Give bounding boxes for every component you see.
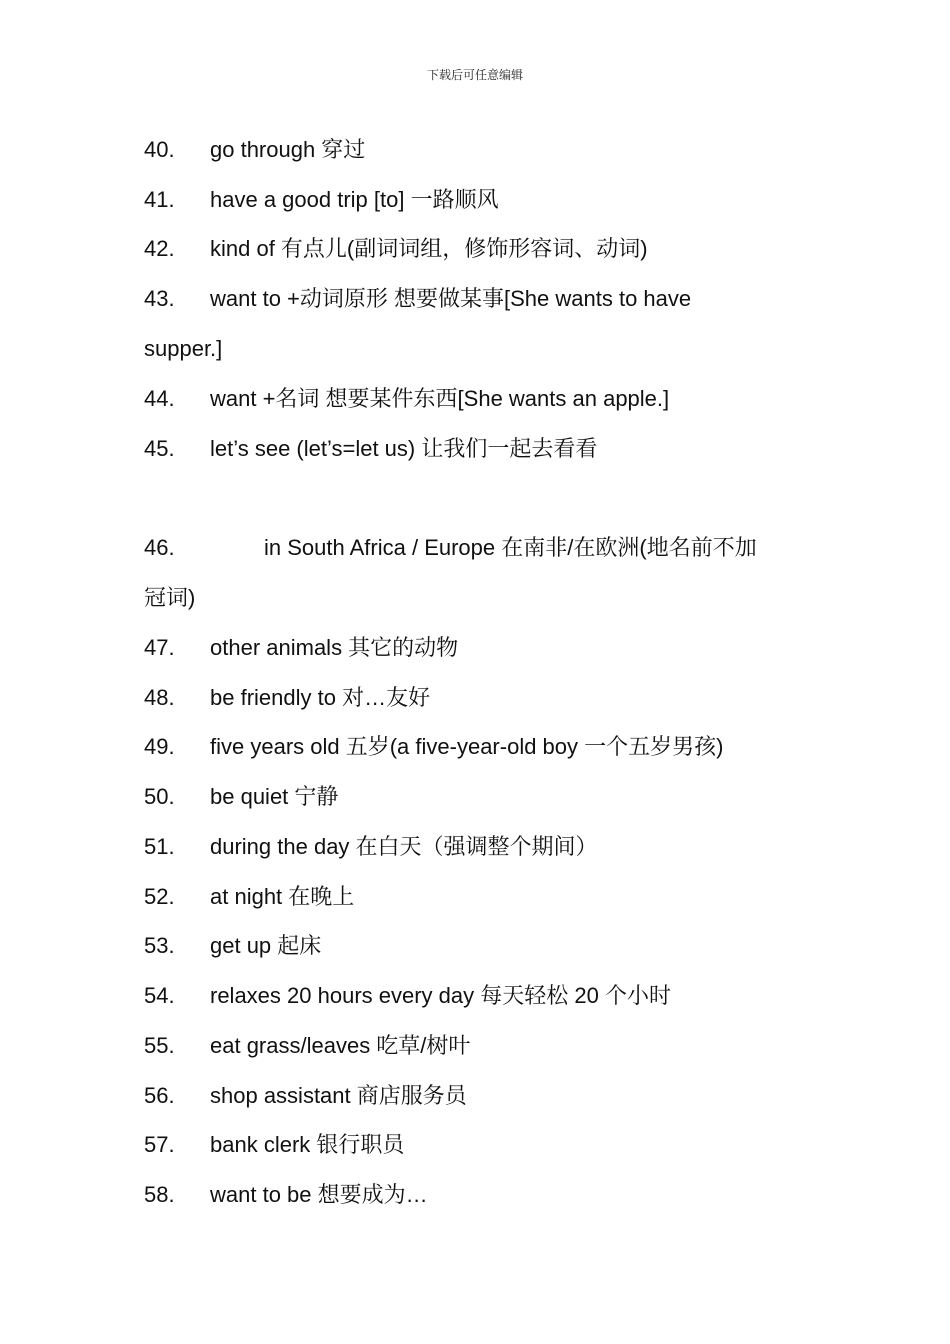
item-number: 58. bbox=[144, 1182, 175, 1207]
item-text: bank clerk 银行职员 bbox=[210, 1132, 405, 1157]
item-number: 57. bbox=[144, 1132, 175, 1157]
list-item bbox=[144, 832, 598, 862]
item-text: get up 起床 bbox=[210, 933, 322, 958]
item-number: 40. bbox=[144, 137, 175, 162]
item-number: 47. bbox=[144, 635, 175, 660]
item-text: shop assistant 商店服务员 bbox=[210, 1083, 467, 1108]
item-number: 56. bbox=[144, 1083, 175, 1108]
item-text: at night 在晚上 bbox=[210, 884, 355, 909]
list-item bbox=[144, 135, 365, 165]
list-item bbox=[144, 284, 691, 314]
list-item bbox=[144, 683, 430, 713]
list-item bbox=[144, 732, 723, 762]
item-text: eat grass/leaves 吃草/树叶 bbox=[210, 1033, 471, 1058]
item-number: 50. bbox=[144, 784, 175, 809]
item-text: relaxes 20 hours every day 每天轻松 20 个小时 bbox=[210, 983, 671, 1008]
item-number: 55. bbox=[144, 1033, 175, 1058]
item-text: want +名词 想要某件东西[She wants an apple.] bbox=[210, 386, 670, 411]
item-text: in South Africa / Europe 在南非/在欧洲(地名前不加 bbox=[264, 535, 757, 560]
list-item bbox=[144, 633, 458, 663]
list-item bbox=[144, 1081, 467, 1111]
item-number: 54. bbox=[144, 983, 175, 1008]
item-number: 41. bbox=[144, 187, 175, 212]
item-text: during the day 在白天（强调整个期间） bbox=[210, 834, 598, 859]
list-item-continuation: 冠词) bbox=[144, 585, 196, 610]
item-number: 42. bbox=[144, 236, 175, 261]
list-item bbox=[144, 981, 671, 1011]
item-text: want to be 想要成为… bbox=[210, 1182, 428, 1207]
item-number: 52. bbox=[144, 884, 175, 909]
item-number: 49. bbox=[144, 734, 175, 759]
list-item bbox=[144, 782, 338, 812]
list-item bbox=[144, 1180, 428, 1210]
item-text: five years old 五岁(a five-year-old boy 一个五岁男孩) bbox=[210, 734, 724, 759]
item-number: 53. bbox=[144, 933, 175, 958]
item-text: other animals 其它的动物 bbox=[210, 635, 459, 660]
item-text: want to +动词原形 想要做某事[She wants to have bbox=[210, 286, 692, 311]
item-text: have a good trip [to] 一路顺风 bbox=[210, 187, 499, 212]
item-number: 46. bbox=[144, 535, 175, 560]
list-item bbox=[144, 533, 757, 563]
item-text: kind of 有点儿(副词词组，修饰形容词、动词) bbox=[210, 236, 648, 261]
item-number: 45. bbox=[144, 436, 175, 461]
item-number: 43. bbox=[144, 286, 175, 311]
list-item-continuation: supper.] bbox=[144, 336, 223, 361]
item-number: 48. bbox=[144, 685, 175, 710]
list-item bbox=[144, 1130, 404, 1160]
item-text: let’s see (let’s=let us) 让我们一起去看看 bbox=[210, 436, 598, 461]
list-item bbox=[144, 384, 669, 414]
item-number: 51. bbox=[144, 834, 175, 859]
item-number: 44. bbox=[144, 386, 175, 411]
list-item bbox=[144, 434, 597, 464]
page-header: 下载后可任意编辑 bbox=[426, 68, 523, 82]
list-item bbox=[144, 931, 321, 961]
item-text: be friendly to 对…友好 bbox=[210, 685, 431, 710]
list-item bbox=[144, 234, 648, 264]
item-text: go through 穿过 bbox=[210, 137, 366, 162]
list-item bbox=[144, 882, 354, 912]
item-text: be quiet 宁静 bbox=[210, 784, 339, 809]
list-item bbox=[144, 1031, 470, 1061]
list-item bbox=[144, 185, 499, 215]
